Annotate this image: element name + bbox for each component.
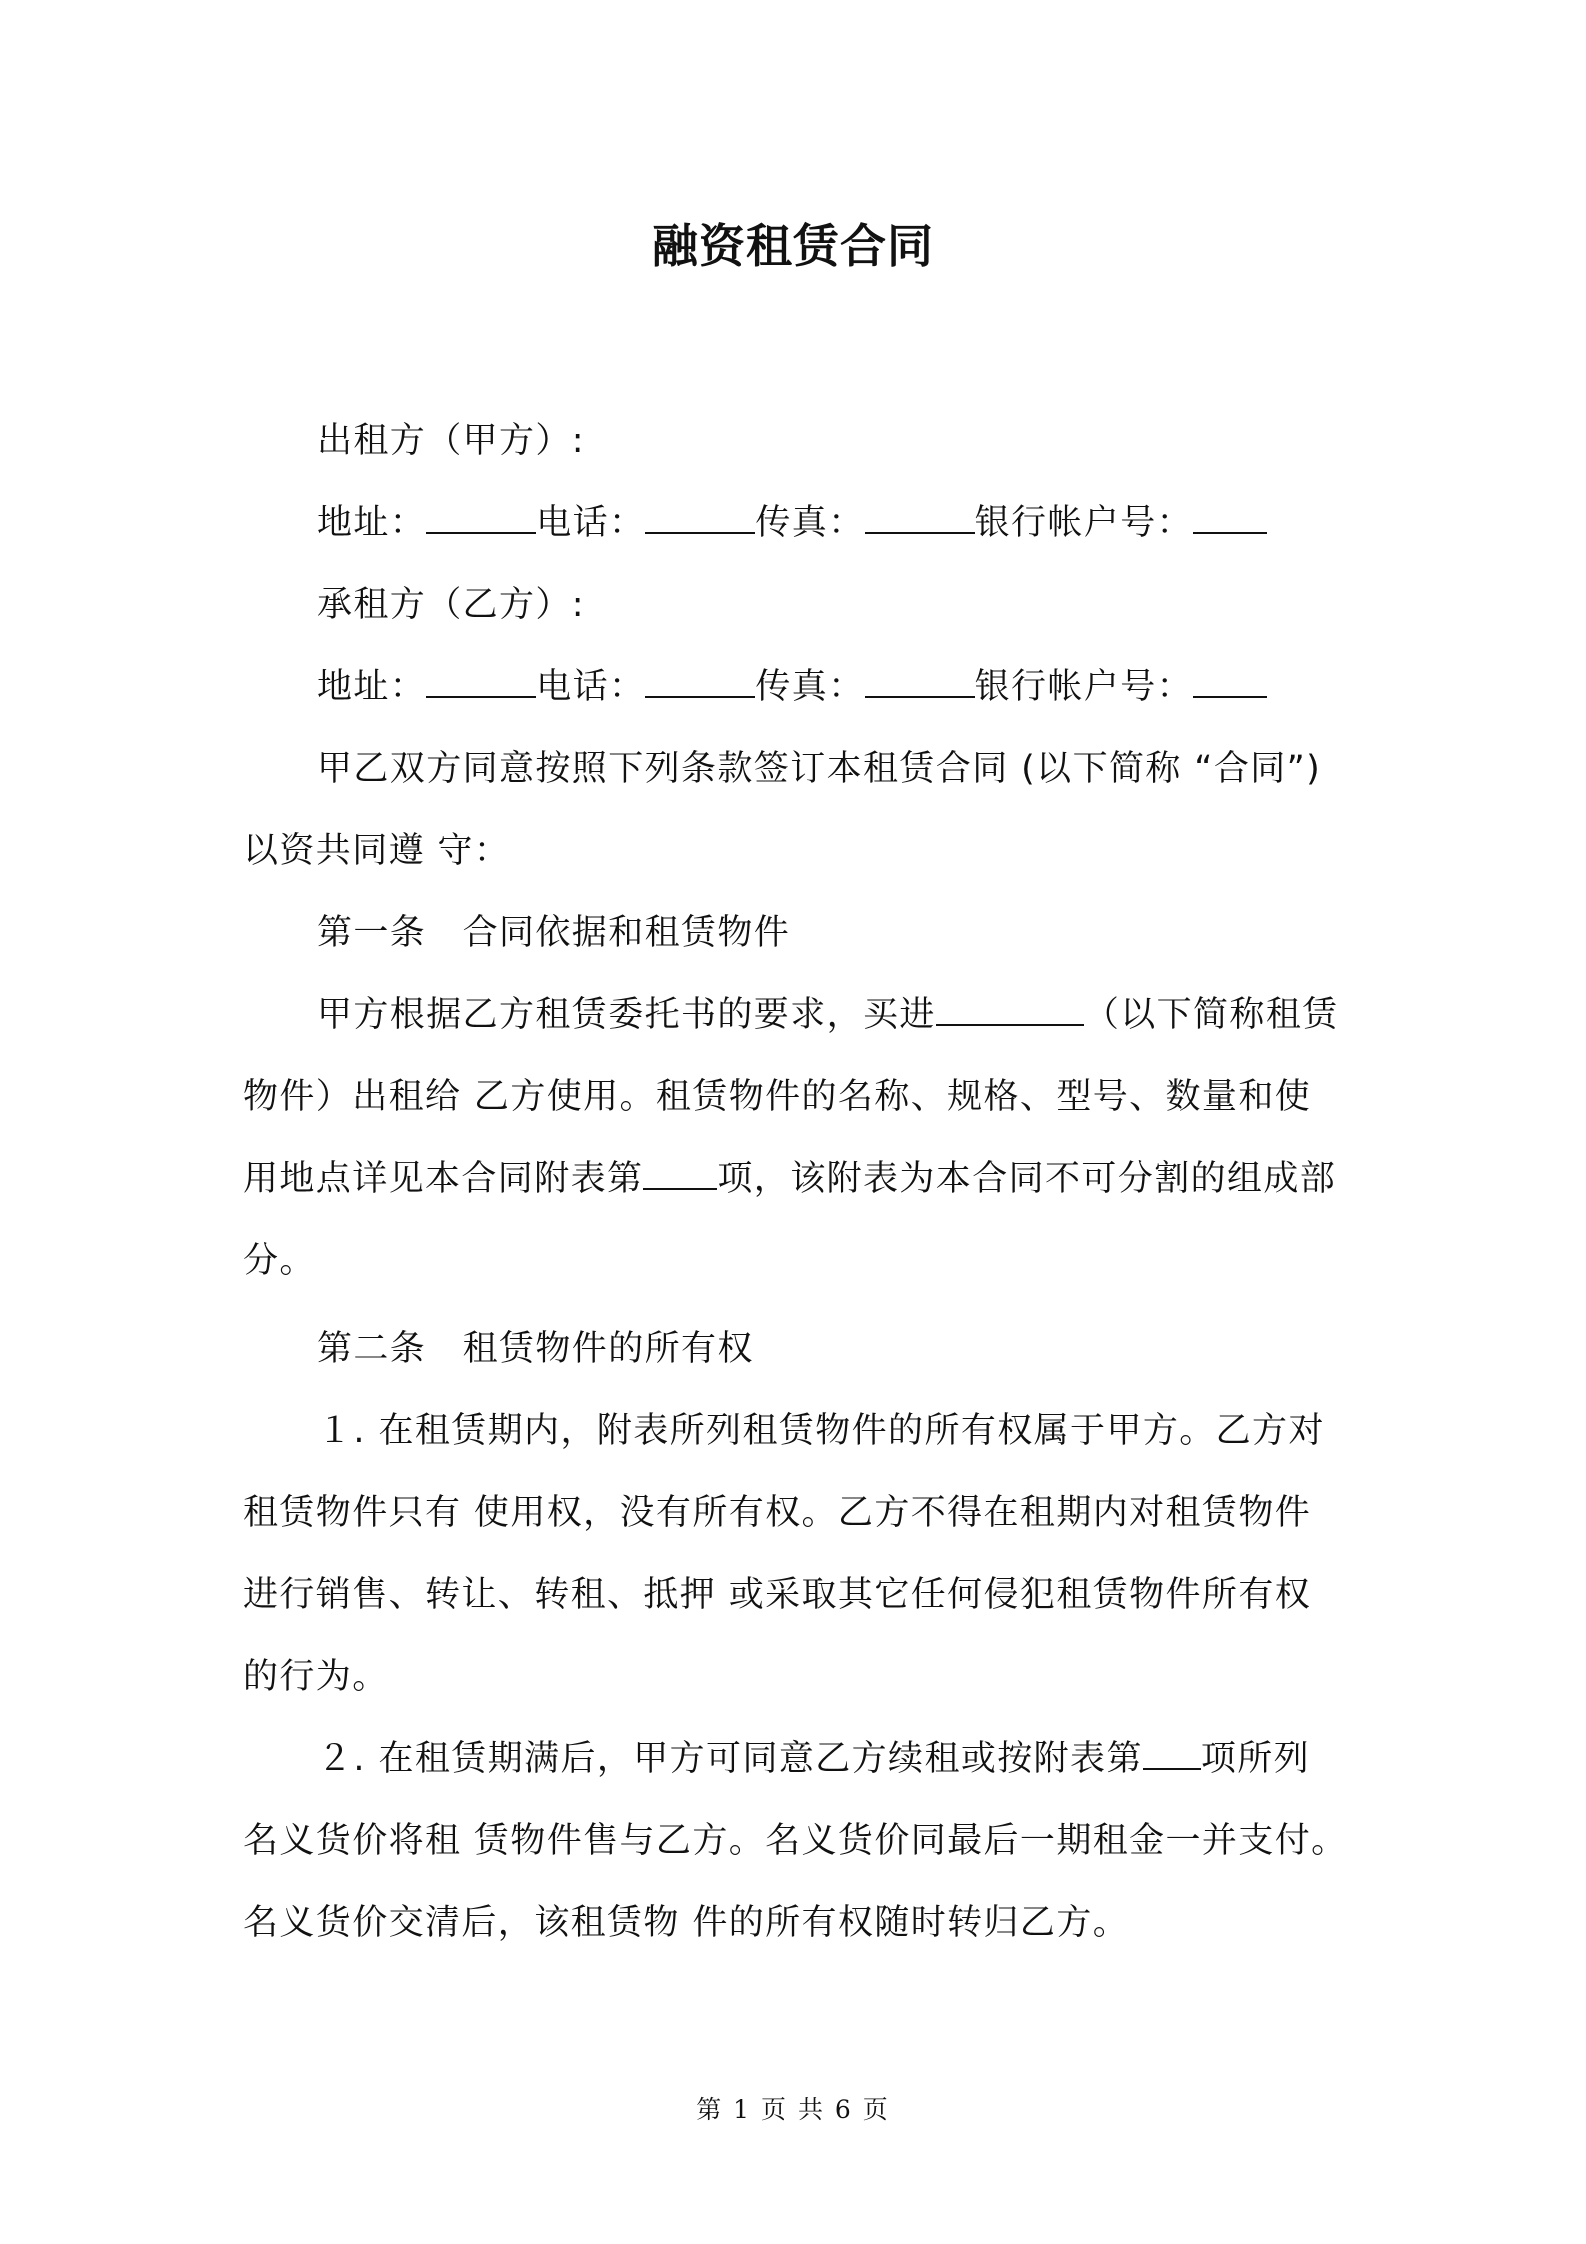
phone-label: 电话： (536, 667, 646, 707)
lessee-heading: 承租方（乙方）: (317, 585, 585, 625)
intro-line-1: 甲乙双方同意按照下列条款签订本租赁合同 (以下简称 “合同”) (317, 749, 1322, 789)
document-title: 融资租赁合同 (652, 219, 934, 273)
intro-line-2: 以资共同遵 守： (243, 831, 511, 871)
article-2-item-2-line-1 (243, 1718, 1358, 1800)
article-2-item-2-line-3: 名义货价交清后，该租赁物 件的所有权随时转归乙方。 (243, 1903, 1130, 1943)
address-blank (426, 664, 536, 698)
bank-account-blank (1193, 664, 1267, 698)
schedule-item-blank (1143, 1736, 1201, 1770)
lessor-contact-line (243, 482, 1358, 564)
article-2-item-1-line-1: １. 在租赁期内，附表所列租赁物件的所有权属于甲方。乙方对 (317, 1411, 1325, 1451)
item-blank (936, 992, 1084, 1026)
article-1-line-2: 物件）出租给 乙方使用。租赁物件的名称、规格、型号、数量和使 (243, 1077, 1312, 1117)
article-1-line-1 (243, 974, 1358, 1056)
fax-label: 传真： (755, 503, 865, 543)
lessee-contact-line (243, 646, 1358, 728)
article-1-line-4: 分。 (243, 1241, 316, 1281)
phone-blank (645, 664, 755, 698)
article-2-text: 项所列 (1200, 1739, 1311, 1779)
page-footer: 第 1 页 共 6 页 (696, 2095, 890, 2124)
article-1-text: 项，该附表为本合同不可分割的组成部 (717, 1159, 1337, 1199)
article-2-item-1-line-3: 进行销售、转让、转租、抵押 或采取其它任何侵犯租赁物件所有权 (243, 1575, 1312, 1615)
bank-account-label: 银行帐户号： (974, 667, 1194, 707)
fax-blank (865, 664, 975, 698)
article-2-text: ２. 在租赁期满后，甲方可同意乙方续租或按附表第 (317, 1739, 1143, 1779)
lessor-heading: 出租方（甲方）: (317, 421, 585, 461)
bank-account-blank (1193, 500, 1267, 534)
address-blank (426, 500, 536, 534)
bank-account-label: 银行帐户号： (974, 503, 1194, 543)
article-1-line-3 (243, 1138, 1358, 1220)
fax-label: 传真： (755, 667, 865, 707)
article-1-text: 用地点详见本合同附表第 (243, 1159, 644, 1199)
phone-label: 电话： (536, 503, 646, 543)
fax-blank (865, 500, 975, 534)
article-1-text: 甲方根据乙方租赁委托书的要求，买进 (317, 995, 936, 1035)
address-label: 地址： (317, 503, 427, 543)
schedule-item-blank (643, 1156, 717, 1190)
address-label: 地址： (317, 667, 427, 707)
article-1-text: （以下简称租赁 (1083, 995, 1339, 1035)
article-1-heading: 第一条 合同依据和租赁物件 (317, 913, 791, 953)
document-body (243, 400, 1358, 1964)
article-2-item-1-line-4: 的行为。 (243, 1657, 389, 1697)
article-2-item-2-line-2: 名义货价将租 赁物件售与乙方。名义货价同最后一期租金一并支付。 (243, 1821, 1348, 1861)
article-2-heading: 第二条 租赁物件的所有权 (317, 1329, 754, 1369)
article-2-item-1-line-2: 租赁物件只有 使用权，没有所有权。乙方不得在租期内对租赁物件 (243, 1493, 1312, 1533)
phone-blank (645, 500, 755, 534)
